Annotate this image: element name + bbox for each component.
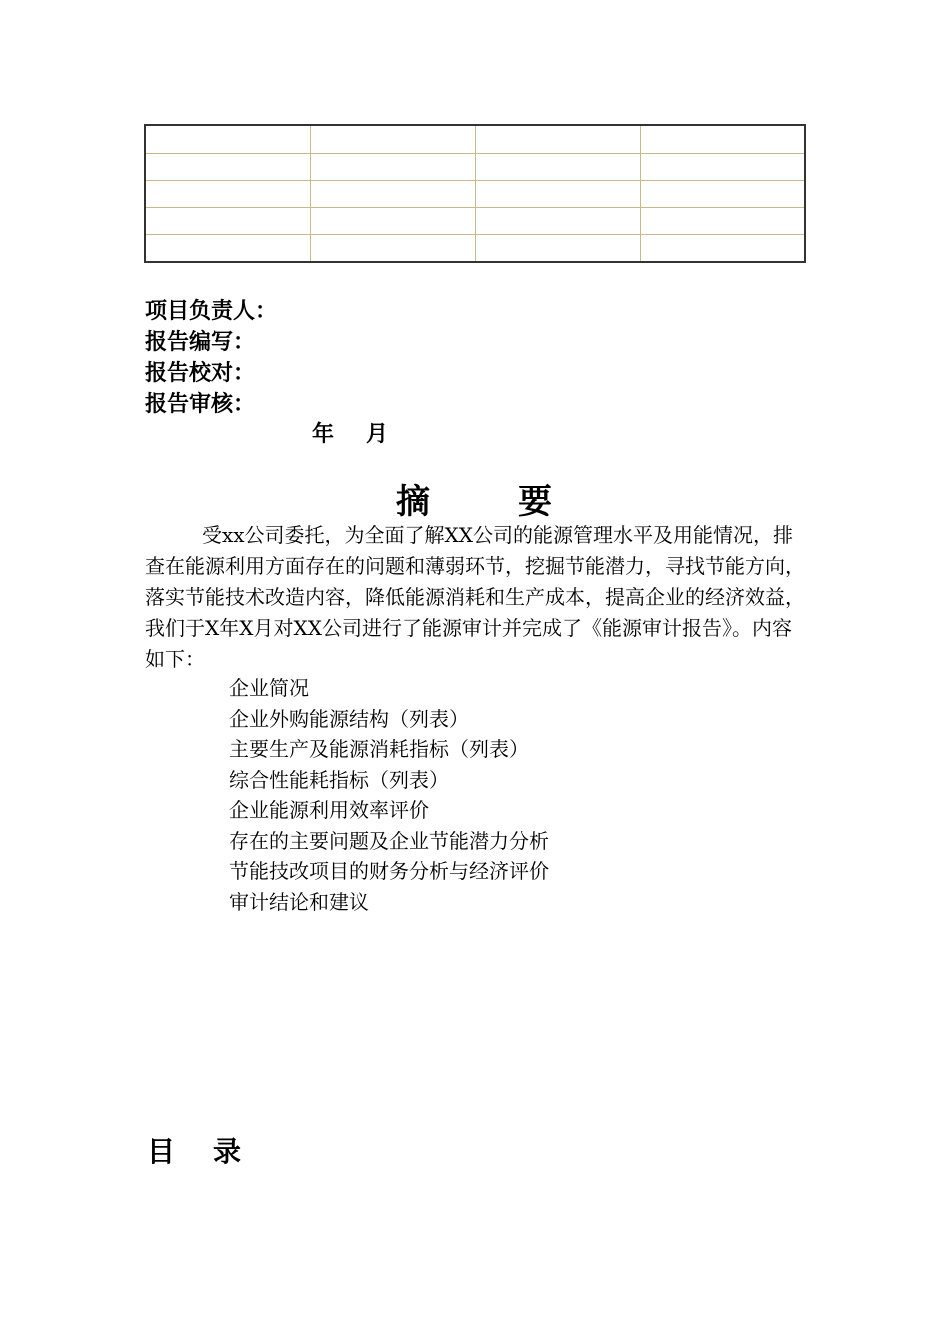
table-cell <box>640 154 805 181</box>
table-row <box>145 154 805 181</box>
table-cell <box>145 125 310 154</box>
table-cell <box>310 125 475 154</box>
abstract-title-char2: 要 <box>518 482 552 522</box>
project-lead-label: 项目负责人： <box>145 299 278 324</box>
table-cell <box>310 235 475 263</box>
table-cell <box>475 181 640 208</box>
month-label: 月 <box>366 422 389 447</box>
contents-char2: 录 <box>213 1135 242 1168</box>
list-item: 企业外购能源结构（列表） <box>229 706 469 731</box>
contents-char1: 目 <box>147 1135 176 1168</box>
list-item: 综合性能耗指标（列表） <box>229 767 449 792</box>
report-writer-label: 报告编写： <box>145 330 256 355</box>
table-cell <box>145 154 310 181</box>
abstract-title-char1: 摘 <box>396 482 430 522</box>
table-cell <box>310 208 475 235</box>
signature-table <box>144 124 806 263</box>
year-label: 年 <box>312 422 335 447</box>
table-cell <box>640 208 805 235</box>
table-cell <box>145 208 310 235</box>
abstract-paragraph: 受xx公司委托，为全面了解XX公司的能源管理水平及用能情况，排查在能源利用方面存在的问题和薄弱环节，挖掘节能潜力，寻找节能方向，落实节能技术改造内容，降低能源消耗和生产成本，提高企业的经济效益，我们于X年X月对XX公司进行了能源审计并完成了《能源审计报告》。内容如下： <box>145 523 805 671</box>
abstract-content-list <box>229 673 549 917</box>
list-item: 节能技改项目的财务分析与经济评价 <box>229 859 549 883</box>
abstract-title <box>396 474 552 523</box>
table-cell <box>145 235 310 263</box>
date-line <box>312 417 388 448</box>
table-row <box>145 235 805 263</box>
list-item: 存在的主要问题及企业节能潜力分析 <box>229 828 549 853</box>
table-cell <box>640 235 805 263</box>
table-row <box>145 181 805 208</box>
report-review-label: 报告审核： <box>145 392 256 417</box>
table-cell <box>640 125 805 154</box>
table-cell <box>475 208 640 235</box>
table-cell <box>310 181 475 208</box>
list-item: 审计结论和建议 <box>229 889 369 914</box>
table-cell <box>145 181 310 208</box>
table-cell <box>640 181 805 208</box>
list-item: 企业简况 <box>229 676 309 700</box>
table-row <box>145 208 805 235</box>
table-cell <box>475 235 640 263</box>
table-row <box>145 125 805 154</box>
table-cell <box>475 125 640 154</box>
report-proofread-label: 报告校对： <box>145 361 256 386</box>
contents-heading <box>147 1130 241 1170</box>
list-item: 企业能源利用效率评价 <box>229 798 429 822</box>
table-cell <box>310 154 475 181</box>
table-cell <box>475 154 640 181</box>
list-item: 主要生产及能源消耗指标（列表） <box>229 737 529 761</box>
